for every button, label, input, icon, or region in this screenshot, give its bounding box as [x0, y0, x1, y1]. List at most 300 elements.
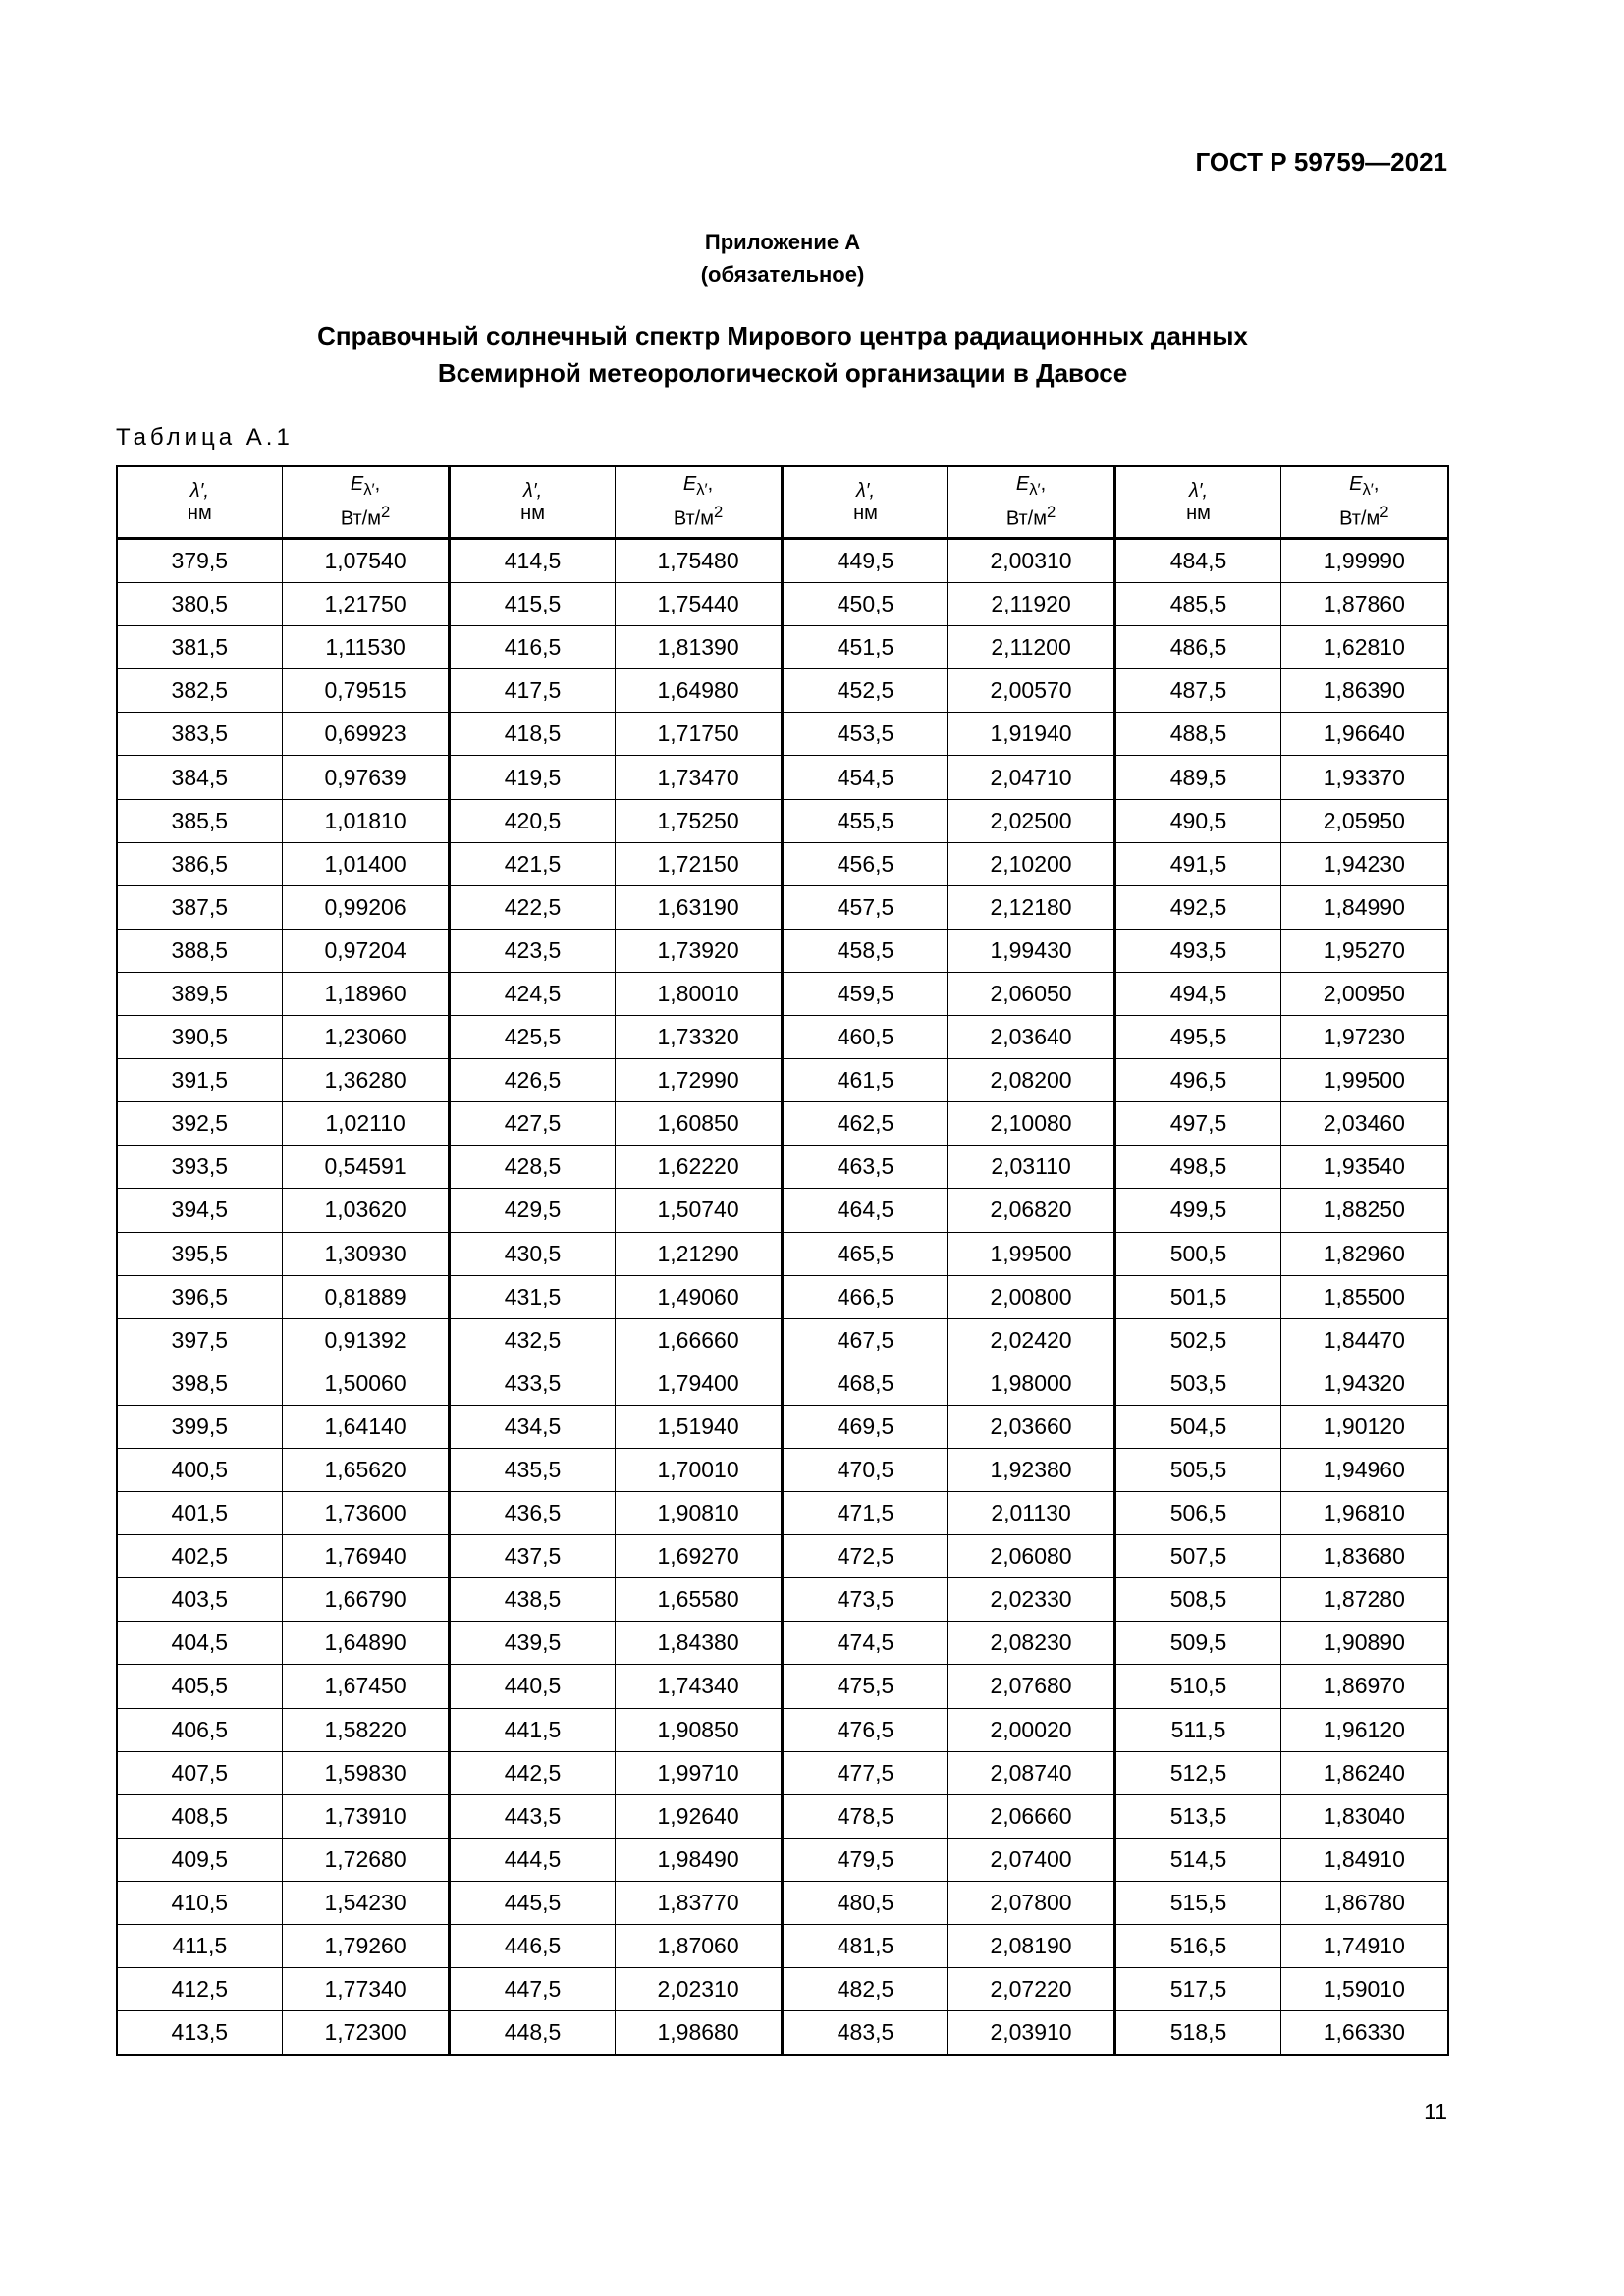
- irradiance-cell: 2,08190: [947, 1925, 1115, 1968]
- wavelength-cell: 518,5: [1115, 2011, 1280, 2056]
- irradiance-cell: 1,96120: [1280, 1708, 1448, 1751]
- wavelength-cell: 432,5: [450, 1318, 615, 1362]
- table-row: [117, 1881, 1448, 1924]
- irradiance-cell: 1,99990: [1280, 539, 1448, 583]
- irradiance-cell: 2,08230: [947, 1622, 1115, 1665]
- irradiance-cell: 1,58220: [282, 1708, 450, 1751]
- irradiance-cell: 1,02110: [282, 1102, 450, 1146]
- wavelength-cell: 497,5: [1115, 1102, 1280, 1146]
- table-row: [117, 626, 1448, 669]
- irradiance-cell: 1,59010: [1280, 1968, 1448, 2011]
- irradiance-cell: 2,00310: [947, 539, 1115, 583]
- wavelength-cell: 441,5: [450, 1708, 615, 1751]
- table-row: [117, 1275, 1448, 1318]
- irradiance-unit: Вт/м: [340, 507, 381, 530]
- wavelength-cell: 457,5: [783, 885, 947, 929]
- wavelength-cell: 430,5: [450, 1232, 615, 1275]
- irradiance-cell: 2,01130: [947, 1492, 1115, 1535]
- irradiance-unit-power: 2: [1380, 503, 1389, 522]
- irradiance-cell: 0,69923: [282, 713, 450, 756]
- irradiance-cell: 1,96640: [1280, 713, 1448, 756]
- irradiance-cell: 1,93370: [1280, 756, 1448, 799]
- wavelength-cell: 513,5: [1115, 1794, 1280, 1838]
- irradiance-cell: 1,96810: [1280, 1492, 1448, 1535]
- wavelength-cell: 517,5: [1115, 1968, 1280, 2011]
- irradiance-cell: 1,97230: [1280, 1016, 1448, 1059]
- irradiance-cell: 2,10200: [947, 842, 1115, 885]
- irradiance-cell: 1,92640: [615, 1794, 783, 1838]
- wavelength-cell: 394,5: [117, 1189, 282, 1232]
- wavelength-cell: 482,5: [783, 1968, 947, 2011]
- table-row: [117, 1016, 1448, 1059]
- wavelength-cell: 505,5: [1115, 1448, 1280, 1491]
- wavelength-cell: 412,5: [117, 1968, 282, 2011]
- wavelength-cell: 486,5: [1115, 626, 1280, 669]
- wavelength-cell: 498,5: [1115, 1146, 1280, 1189]
- irradiance-cell: 1,84990: [1280, 885, 1448, 929]
- wavelength-cell: 419,5: [450, 756, 615, 799]
- wavelength-cell: 444,5: [450, 1838, 615, 1881]
- wavelength-cell: 471,5: [783, 1492, 947, 1535]
- wavelength-cell: 451,5: [783, 626, 947, 669]
- irradiance-cell: 1,94320: [1280, 1362, 1448, 1405]
- irradiance-symbol: E: [1015, 473, 1030, 496]
- wavelength-cell: 478,5: [783, 1794, 947, 1838]
- wavelength-cell: 484,5: [1115, 539, 1280, 583]
- table-row: [117, 1622, 1448, 1665]
- wavelength-unit: нм: [853, 502, 878, 524]
- wavelength-symbol: λ′,: [189, 479, 209, 502]
- irradiance-cell: 1,98490: [615, 1838, 783, 1881]
- irradiance-cell: 1,84470: [1280, 1318, 1448, 1362]
- irradiance-cell: 0,97639: [282, 756, 450, 799]
- wavelength-cell: 400,5: [117, 1448, 282, 1491]
- wavelength-cell: 407,5: [117, 1751, 282, 1794]
- wavelength-cell: 508,5: [1115, 1578, 1280, 1622]
- irradiance-cell: 1,66330: [1280, 2011, 1448, 2056]
- wavelength-cell: 463,5: [783, 1146, 947, 1189]
- wavelength-cell: 418,5: [450, 713, 615, 756]
- header-wavelength: [1115, 466, 1280, 539]
- wavelength-cell: 503,5: [1115, 1362, 1280, 1405]
- irradiance-cell: 1,71750: [615, 713, 783, 756]
- wavelength-symbol: λ′,: [855, 479, 876, 502]
- irradiance-unit-power: 2: [713, 503, 724, 522]
- irradiance-cell: 1,11530: [282, 626, 450, 669]
- wavelength-cell: 434,5: [450, 1405, 615, 1448]
- irradiance-cell: 1,77340: [282, 1968, 450, 2011]
- irradiance-cell: 1,66790: [282, 1578, 450, 1622]
- irradiance-cell: 1,23060: [282, 1016, 450, 1059]
- table-row: [117, 1578, 1448, 1622]
- irradiance-cell: 1,76940: [282, 1535, 450, 1578]
- wavelength-cell: 383,5: [117, 713, 282, 756]
- irradiance-cell: 1,90120: [1280, 1405, 1448, 1448]
- wavelength-cell: 494,5: [1115, 972, 1280, 1015]
- wavelength-cell: 515,5: [1115, 1881, 1280, 1924]
- wavelength-cell: 417,5: [450, 669, 615, 713]
- irradiance-cell: 1,87060: [615, 1925, 783, 1968]
- irradiance-cell: 1,65620: [282, 1448, 450, 1491]
- irradiance-cell: 1,88250: [1280, 1189, 1448, 1232]
- irradiance-cell: 1,83040: [1280, 1794, 1448, 1838]
- wavelength-cell: 413,5: [117, 2011, 282, 2056]
- wavelength-unit: нм: [187, 502, 212, 524]
- wavelength-cell: 490,5: [1115, 799, 1280, 842]
- wavelength-cell: 422,5: [450, 885, 615, 929]
- irradiance-cell: 1,64140: [282, 1405, 450, 1448]
- table-row: [117, 799, 1448, 842]
- irradiance-cell: 1,82960: [1280, 1232, 1448, 1275]
- wavelength-cell: 481,5: [783, 1925, 947, 1968]
- wavelength-cell: 391,5: [117, 1059, 282, 1102]
- irradiance-cell: 0,79515: [282, 669, 450, 713]
- header-irradiance: [947, 466, 1115, 539]
- title-line-1: Справочный солнечный спектр Мирового центра радиационных данных: [317, 321, 1248, 350]
- irradiance-comma: ,: [374, 473, 381, 496]
- irradiance-cell: 1,50740: [615, 1189, 783, 1232]
- wavelength-cell: 385,5: [117, 799, 282, 842]
- irradiance-cell: 1,62220: [615, 1146, 783, 1189]
- wavelength-cell: 473,5: [783, 1578, 947, 1622]
- appendix-heading: [0, 226, 1565, 291]
- irradiance-cell: 2,00950: [1280, 972, 1448, 1015]
- irradiance-cell: 1,98000: [947, 1362, 1115, 1405]
- irradiance-unit: Вт/м: [1005, 507, 1047, 530]
- irradiance-cell: 2,06660: [947, 1794, 1115, 1838]
- irradiance-subscript: λ′: [696, 480, 708, 500]
- irradiance-comma: ,: [707, 473, 714, 496]
- irradiance-cell: 2,02500: [947, 799, 1115, 842]
- irradiance-symbol: E: [1349, 473, 1363, 496]
- wavelength-symbol: λ′,: [522, 479, 543, 502]
- table-row: [117, 1318, 1448, 1362]
- wavelength-cell: 427,5: [450, 1102, 615, 1146]
- wavelength-cell: 507,5: [1115, 1535, 1280, 1578]
- irradiance-cell: 1,62810: [1280, 626, 1448, 669]
- wavelength-cell: 424,5: [450, 972, 615, 1015]
- wavelength-cell: 425,5: [450, 1016, 615, 1059]
- irradiance-cell: 2,11920: [947, 583, 1115, 626]
- wavelength-cell: 447,5: [450, 1968, 615, 2011]
- table-row: [117, 583, 1448, 626]
- irradiance-cell: 1,99500: [947, 1232, 1115, 1275]
- table-row: [117, 1838, 1448, 1881]
- wavelength-cell: 408,5: [117, 1794, 282, 1838]
- irradiance-comma: ,: [1373, 473, 1380, 496]
- irradiance-cell: 2,03460: [1280, 1102, 1448, 1146]
- wavelength-cell: 437,5: [450, 1535, 615, 1578]
- wavelength-cell: 488,5: [1115, 713, 1280, 756]
- irradiance-cell: 1,86240: [1280, 1751, 1448, 1794]
- irradiance-cell: 1,50060: [282, 1362, 450, 1405]
- appendix-title: [0, 317, 1565, 392]
- irradiance-cell: 1,99430: [947, 929, 1115, 972]
- table-row: [117, 1794, 1448, 1838]
- irradiance-cell: 1,98680: [615, 2011, 783, 2056]
- wavelength-cell: 492,5: [1115, 885, 1280, 929]
- header-irradiance: [282, 466, 450, 539]
- irradiance-cell: 1,99710: [615, 1751, 783, 1794]
- irradiance-cell: 1,21290: [615, 1232, 783, 1275]
- wavelength-cell: 474,5: [783, 1622, 947, 1665]
- wavelength-cell: 480,5: [783, 1881, 947, 1924]
- wavelength-cell: 442,5: [450, 1751, 615, 1794]
- wavelength-cell: 452,5: [783, 669, 947, 713]
- wavelength-cell: 415,5: [450, 583, 615, 626]
- table-row: [117, 842, 1448, 885]
- wavelength-cell: 399,5: [117, 1405, 282, 1448]
- appendix-status: (обязательное): [700, 262, 865, 287]
- wavelength-cell: 483,5: [783, 2011, 947, 2056]
- irradiance-cell: 2,07400: [947, 1838, 1115, 1881]
- wavelength-cell: 423,5: [450, 929, 615, 972]
- table-row: [117, 2011, 1448, 2056]
- wavelength-cell: 443,5: [450, 1794, 615, 1838]
- standard-designation: ГОСТ Р 59759—2021: [1195, 147, 1447, 177]
- wavelength-cell: 421,5: [450, 842, 615, 885]
- wavelength-cell: 466,5: [783, 1275, 947, 1318]
- irradiance-cell: 1,64980: [615, 669, 783, 713]
- irradiance-cell: 1,86780: [1280, 1881, 1448, 1924]
- irradiance-cell: 1,01400: [282, 842, 450, 885]
- wavelength-cell: 476,5: [783, 1708, 947, 1751]
- irradiance-subscript: λ′: [363, 480, 375, 500]
- table-row: [117, 929, 1448, 972]
- wavelength-cell: 487,5: [1115, 669, 1280, 713]
- irradiance-cell: 1,51940: [615, 1405, 783, 1448]
- wavelength-cell: 380,5: [117, 583, 282, 626]
- irradiance-cell: 2,03110: [947, 1146, 1115, 1189]
- header-wavelength: [117, 466, 282, 539]
- irradiance-cell: 1,92380: [947, 1448, 1115, 1491]
- irradiance-cell: 1,90810: [615, 1492, 783, 1535]
- wavelength-cell: 455,5: [783, 799, 947, 842]
- irradiance-cell: 1,73470: [615, 756, 783, 799]
- irradiance-cell: 1,93540: [1280, 1146, 1448, 1189]
- irradiance-cell: 1,74340: [615, 1665, 783, 1708]
- irradiance-cell: 1,83680: [1280, 1535, 1448, 1578]
- irradiance-cell: 1,59830: [282, 1751, 450, 1794]
- wavelength-cell: 389,5: [117, 972, 282, 1015]
- irradiance-cell: 1,94230: [1280, 842, 1448, 885]
- wavelength-cell: 461,5: [783, 1059, 947, 1102]
- irradiance-cell: 2,07800: [947, 1881, 1115, 1924]
- wavelength-cell: 514,5: [1115, 1838, 1280, 1881]
- irradiance-cell: 1,99500: [1280, 1059, 1448, 1102]
- irradiance-cell: 1,65580: [615, 1578, 783, 1622]
- wavelength-cell: 420,5: [450, 799, 615, 842]
- table-row: [117, 1405, 1448, 1448]
- wavelength-cell: 388,5: [117, 929, 282, 972]
- wavelength-cell: 411,5: [117, 1925, 282, 1968]
- wavelength-cell: 467,5: [783, 1318, 947, 1362]
- wavelength-cell: 433,5: [450, 1362, 615, 1405]
- wavelength-cell: 381,5: [117, 626, 282, 669]
- wavelength-cell: 450,5: [783, 583, 947, 626]
- table-row: [117, 1968, 1448, 2011]
- wavelength-cell: 465,5: [783, 1232, 947, 1275]
- irradiance-cell: 2,08740: [947, 1751, 1115, 1794]
- header-wavelength: [783, 466, 947, 539]
- wavelength-cell: 510,5: [1115, 1665, 1280, 1708]
- wavelength-cell: 382,5: [117, 669, 282, 713]
- wavelength-cell: 456,5: [783, 842, 947, 885]
- irradiance-cell: 1,74910: [1280, 1925, 1448, 1968]
- irradiance-cell: 2,00570: [947, 669, 1115, 713]
- table-label: Таблица А.1: [116, 424, 294, 451]
- irradiance-cell: 1,85500: [1280, 1275, 1448, 1318]
- wavelength-cell: 472,5: [783, 1535, 947, 1578]
- wavelength-cell: 410,5: [117, 1881, 282, 1924]
- wavelength-cell: 479,5: [783, 1838, 947, 1881]
- wavelength-cell: 440,5: [450, 1665, 615, 1708]
- wavelength-cell: 512,5: [1115, 1751, 1280, 1794]
- table-row: [117, 539, 1448, 583]
- irradiance-cell: 1,73600: [282, 1492, 450, 1535]
- spectrum-table: [116, 465, 1449, 2056]
- irradiance-cell: 2,04710: [947, 756, 1115, 799]
- irradiance-cell: 1,63190: [615, 885, 783, 929]
- table-row: [117, 1362, 1448, 1405]
- wavelength-cell: 460,5: [783, 1016, 947, 1059]
- irradiance-cell: 2,02330: [947, 1578, 1115, 1622]
- table-row: [117, 1535, 1448, 1578]
- irradiance-cell: 1,84910: [1280, 1838, 1448, 1881]
- irradiance-subscript: λ′: [1362, 480, 1374, 500]
- wavelength-cell: 445,5: [450, 1881, 615, 1924]
- wavelength-cell: 470,5: [783, 1448, 947, 1491]
- wavelength-cell: 504,5: [1115, 1405, 1280, 1448]
- irradiance-symbol: E: [682, 473, 697, 496]
- irradiance-cell: 2,06820: [947, 1189, 1115, 1232]
- wavelength-cell: 414,5: [450, 539, 615, 583]
- table-header: [117, 466, 1448, 539]
- wavelength-cell: 464,5: [783, 1189, 947, 1232]
- wavelength-cell: 401,5: [117, 1492, 282, 1535]
- irradiance-cell: 1,72680: [282, 1838, 450, 1881]
- irradiance-cell: 0,54591: [282, 1146, 450, 1189]
- table-row: [117, 1102, 1448, 1146]
- wavelength-unit: нм: [520, 502, 545, 524]
- wavelength-cell: 405,5: [117, 1665, 282, 1708]
- wavelength-cell: 493,5: [1115, 929, 1280, 972]
- wavelength-unit: нм: [1186, 502, 1211, 524]
- irradiance-cell: 1,07540: [282, 539, 450, 583]
- wavelength-cell: 485,5: [1115, 583, 1280, 626]
- table-row: [117, 1448, 1448, 1491]
- wavelength-cell: 509,5: [1115, 1622, 1280, 1665]
- irradiance-cell: 2,02310: [615, 1968, 783, 2011]
- wavelength-cell: 458,5: [783, 929, 947, 972]
- irradiance-cell: 1,69270: [615, 1535, 783, 1578]
- wavelength-cell: 384,5: [117, 756, 282, 799]
- table-row: [117, 669, 1448, 713]
- wavelength-cell: 390,5: [117, 1016, 282, 1059]
- irradiance-cell: 2,00800: [947, 1275, 1115, 1318]
- table-row: [117, 1925, 1448, 1968]
- table-row: [117, 1492, 1448, 1535]
- wavelength-cell: 499,5: [1115, 1189, 1280, 1232]
- title-line-2: Всемирной метеорологической организации в Давосе: [437, 358, 1128, 388]
- wavelength-cell: 500,5: [1115, 1232, 1280, 1275]
- wavelength-cell: 403,5: [117, 1578, 282, 1622]
- wavelength-cell: 379,5: [117, 539, 282, 583]
- wavelength-cell: 386,5: [117, 842, 282, 885]
- irradiance-cell: 2,03910: [947, 2011, 1115, 2056]
- irradiance-cell: 1,21750: [282, 583, 450, 626]
- wavelength-cell: 404,5: [117, 1622, 282, 1665]
- irradiance-cell: 1,72150: [615, 842, 783, 885]
- irradiance-cell: 1,72300: [282, 2011, 450, 2056]
- irradiance-cell: 0,81889: [282, 1275, 450, 1318]
- wavelength-cell: 469,5: [783, 1405, 947, 1448]
- wavelength-cell: 426,5: [450, 1059, 615, 1102]
- irradiance-cell: 1,79400: [615, 1362, 783, 1405]
- table-row: [117, 756, 1448, 799]
- wavelength-cell: 438,5: [450, 1578, 615, 1622]
- irradiance-cell: 1,03620: [282, 1189, 450, 1232]
- irradiance-cell: 1,70010: [615, 1448, 783, 1491]
- irradiance-cell: 1,60850: [615, 1102, 783, 1146]
- irradiance-cell: 1,75250: [615, 799, 783, 842]
- irradiance-cell: 1,30930: [282, 1232, 450, 1275]
- irradiance-cell: 1,91940: [947, 713, 1115, 756]
- wavelength-cell: 477,5: [783, 1751, 947, 1794]
- wavelength-cell: 491,5: [1115, 842, 1280, 885]
- irradiance-cell: 1,94960: [1280, 1448, 1448, 1491]
- irradiance-cell: 2,10080: [947, 1102, 1115, 1146]
- wavelength-cell: 448,5: [450, 2011, 615, 2056]
- irradiance-cell: 1,84380: [615, 1622, 783, 1665]
- irradiance-unit: Вт/м: [1339, 507, 1380, 530]
- irradiance-cell: 1,90850: [615, 1708, 783, 1751]
- irradiance-cell: 2,03660: [947, 1405, 1115, 1448]
- irradiance-cell: 1,79260: [282, 1925, 450, 1968]
- wavelength-cell: 393,5: [117, 1146, 282, 1189]
- wavelength-symbol: λ′,: [1188, 479, 1209, 502]
- irradiance-cell: 1,49060: [615, 1275, 783, 1318]
- header-irradiance: [1280, 466, 1448, 539]
- irradiance-cell: 1,18960: [282, 972, 450, 1015]
- irradiance-unit: Вт/м: [673, 507, 714, 530]
- irradiance-cell: 1,01810: [282, 799, 450, 842]
- table-row: [117, 1146, 1448, 1189]
- irradiance-cell: 2,05950: [1280, 799, 1448, 842]
- table-body: [117, 539, 1448, 2056]
- irradiance-cell: 1,73320: [615, 1016, 783, 1059]
- wavelength-cell: 431,5: [450, 1275, 615, 1318]
- irradiance-cell: 0,99206: [282, 885, 450, 929]
- irradiance-cell: 1,80010: [615, 972, 783, 1015]
- irradiance-cell: 1,73920: [615, 929, 783, 972]
- wavelength-cell: 409,5: [117, 1838, 282, 1881]
- wavelength-cell: 462,5: [783, 1102, 947, 1146]
- wavelength-cell: 402,5: [117, 1535, 282, 1578]
- irradiance-cell: 2,03640: [947, 1016, 1115, 1059]
- wavelength-cell: 454,5: [783, 756, 947, 799]
- irradiance-cell: 1,81390: [615, 626, 783, 669]
- wavelength-cell: 392,5: [117, 1102, 282, 1146]
- irradiance-cell: 1,86390: [1280, 669, 1448, 713]
- table-row: [117, 1751, 1448, 1794]
- irradiance-unit-power: 2: [1046, 503, 1056, 522]
- irradiance-cell: 2,00020: [947, 1708, 1115, 1751]
- table-row: [117, 1708, 1448, 1751]
- table-row: [117, 1059, 1448, 1102]
- irradiance-cell: 1,72990: [615, 1059, 783, 1102]
- irradiance-cell: 1,83770: [615, 1881, 783, 1924]
